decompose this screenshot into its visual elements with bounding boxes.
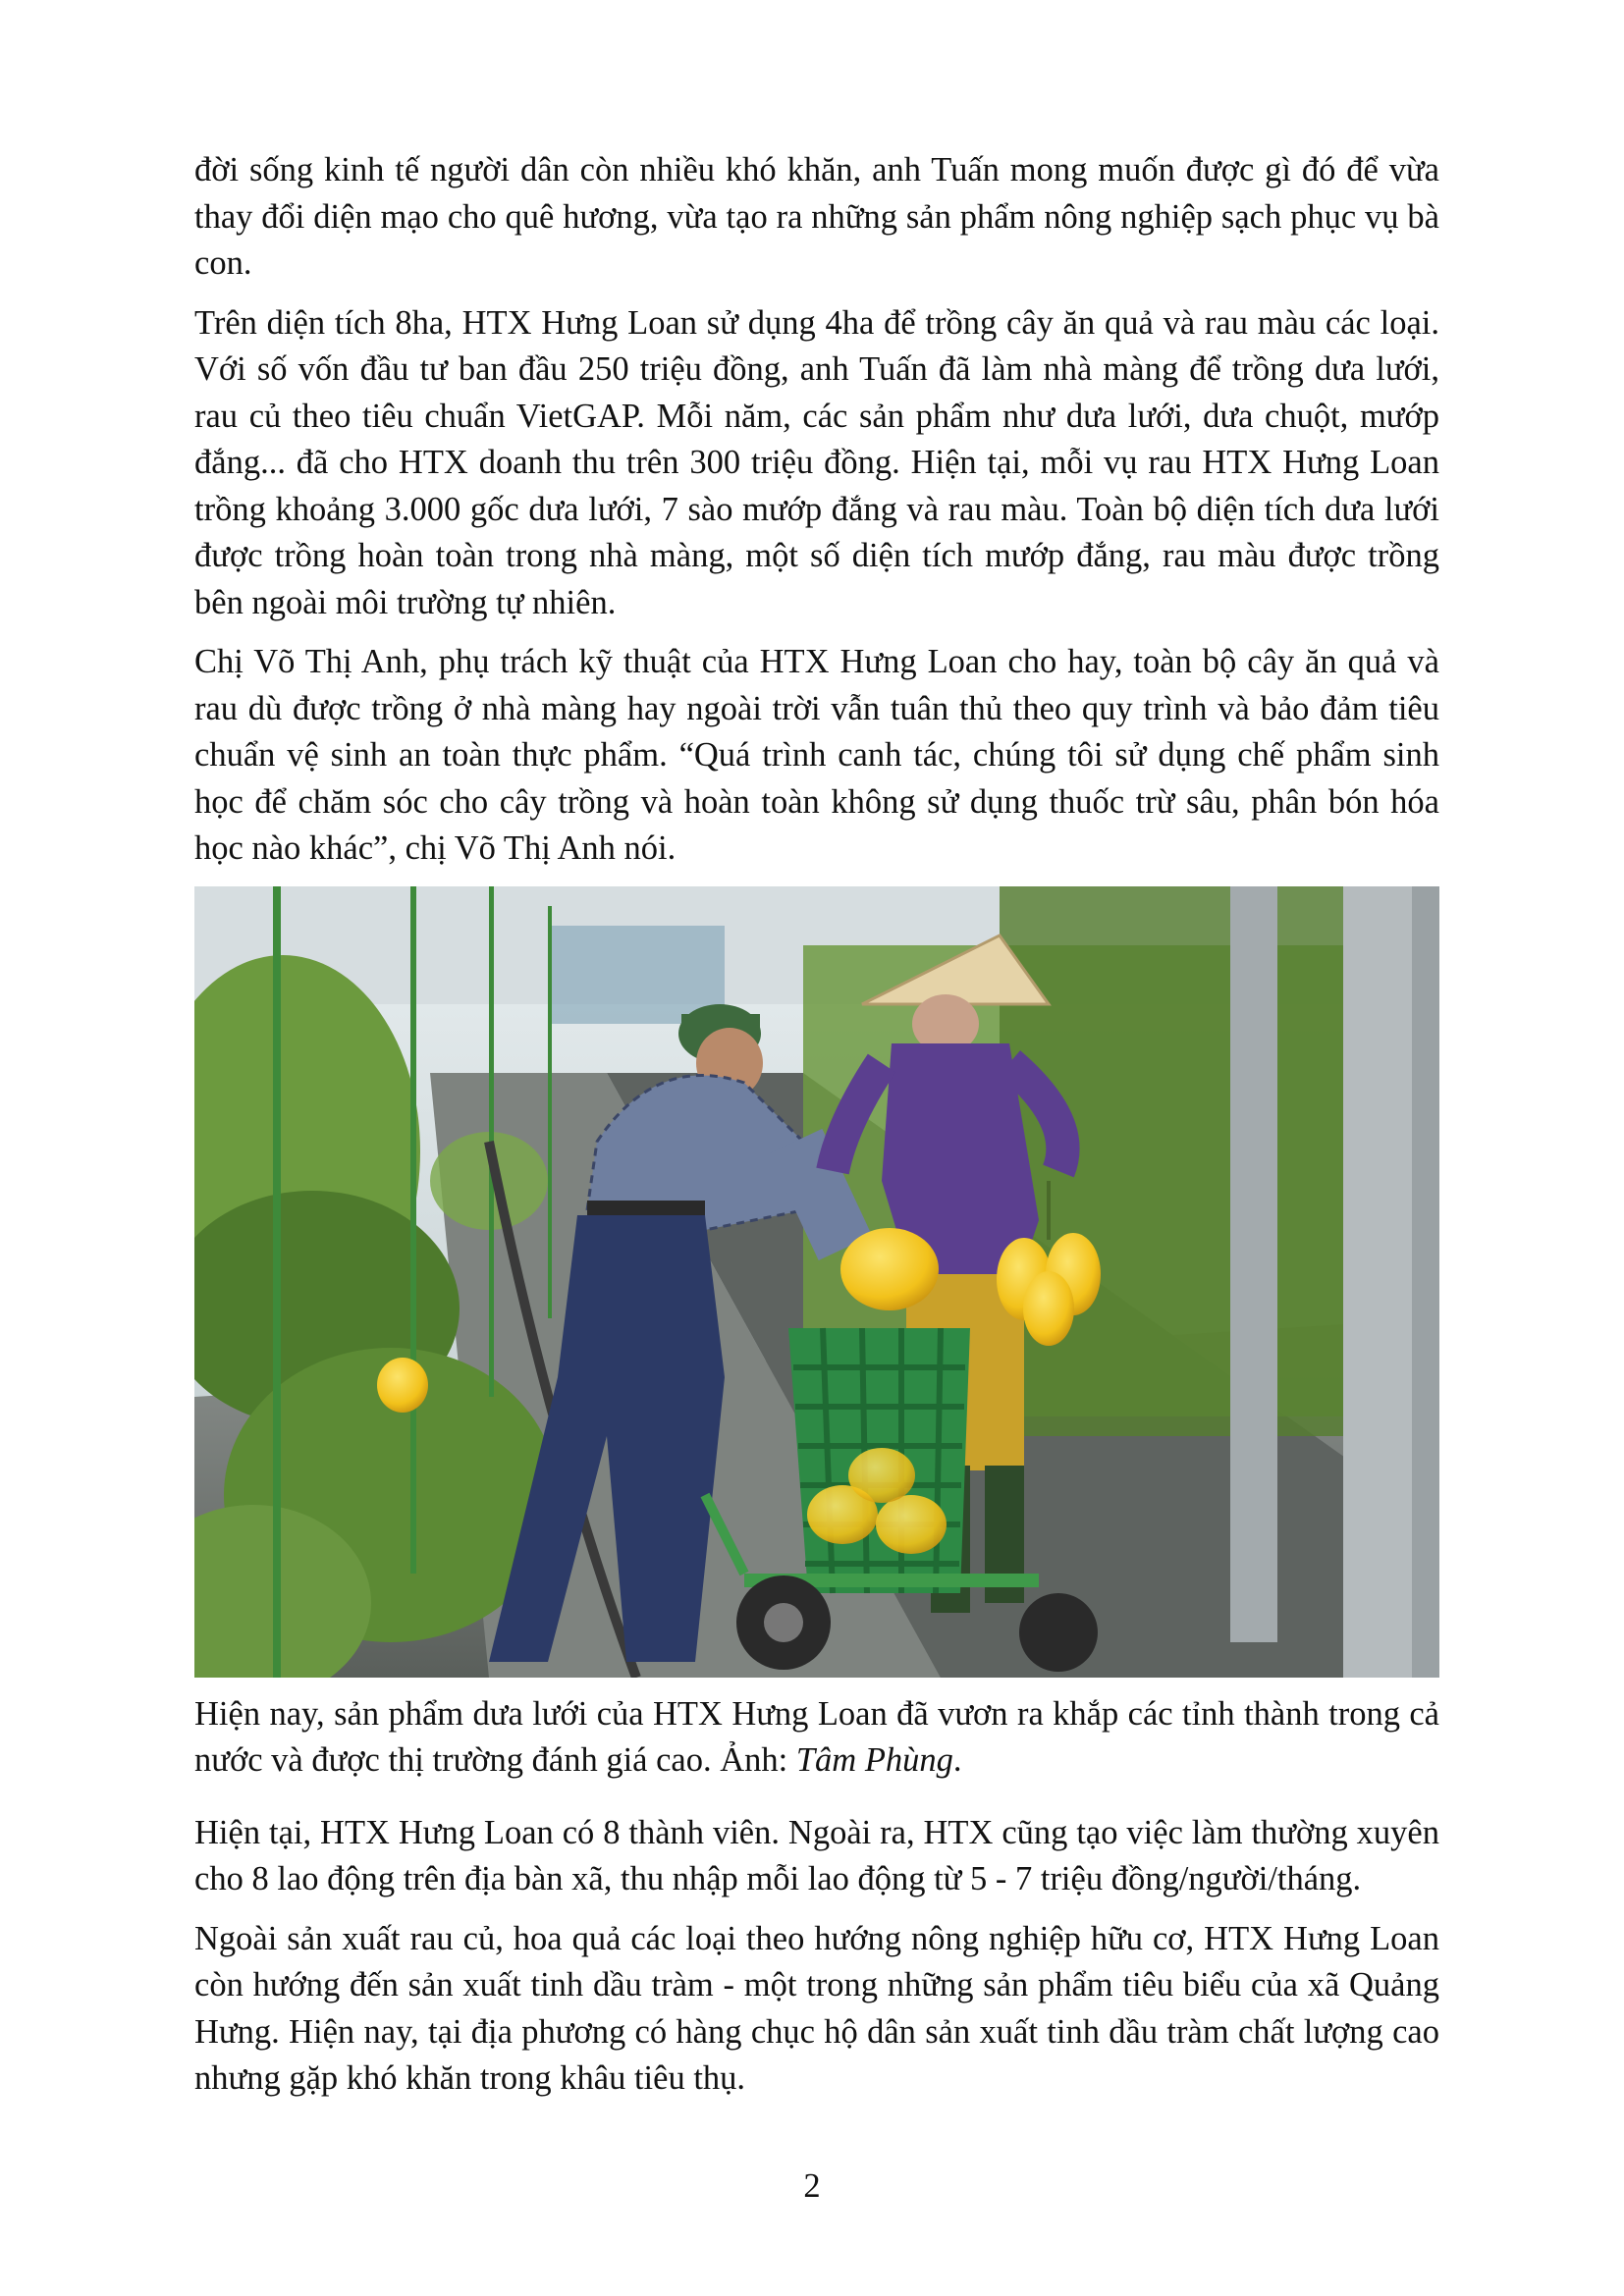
paragraph-5: Ngoài sản xuất rau củ, hoa quả các loại theo hướng nông nghiệp hữu cơ, HTX Hưng Loan còn hướng đến sản xuất tinh dầu tràm - một trong những sản phẩm tiêu biểu của xã Quảng Hưng. Hiện nay, tại địa phương có hàng chục hộ dân sản xuất tinh dầu tràm chất lượng cao nhưng gặp khó khăn trong khâu tiêu thụ. <box>194 1919 1439 2097</box>
paragraph-4: Hiện tại, HTX Hưng Loan có 8 thành viên. Ngoài ra, HTX cũng tạo việc làm thường xuyên cho 8 lao động trên địa bàn xã, thu nhập mỗi lao động từ 5 - 7 triệu đồng/người/tháng. <box>194 1813 1439 1897</box>
caption-end: . <box>952 1741 962 1779</box>
caption-credit: Tâm Phùng <box>795 1741 953 1779</box>
melon-harvest-photo <box>194 886 1439 1678</box>
photo-caption <box>194 1691 1439 1785</box>
paragraph-3: Chị Võ Thị Anh, phụ trách kỹ thuật của HTX Hưng Loan cho hay, toàn bộ cây ăn quả và rau dù được trồng ở nhà màng hay ngoài trời vẫn tuân thủ theo quy trình và bảo đảm tiêu chuẩn vệ sinh an toàn thực phẩm. “Quá trình canh tác, chúng tôi sử dụng chế phẩm sinh học để chăm sóc cho cây trồng và hoàn toàn không sử dụng thuốc trừ sâu, phân bón hóa học nào khác”, chị Võ Thị Anh nói. <box>194 643 1439 867</box>
page-number: 2 <box>803 2167 821 2205</box>
paragraph-1: đời sống kinh tế người dân còn nhiều khó khăn, anh Tuấn mong muốn được gì đó để vừa thay đổi diện mạo cho quê hương, vừa tạo ra những sản phẩm nông nghiệp sạch phục vụ bà con. <box>194 151 1439 282</box>
paragraph-2: Trên diện tích 8ha, HTX Hưng Loan sử dụng 4ha để trồng cây ăn quả và rau màu các loại. Với số vốn đầu tư ban đầu 250 triệu đồng, anh Tuấn đã làm nhà màng để trồng dưa lưới, rau củ theo tiêu chuẩn VietGAP. Mỗi năm, các sản phẩm như dưa lưới, dưa chuột, mướp đắng... đã cho HTX doanh thu trên 300 triệu đồng. Hiện tại, mỗi vụ rau HTX Hưng Loan trồng khoảng 3.000 gốc dưa lưới, 7 sào mướp đắng và rau màu. Toàn bộ diện tích dưa lưới được trồng hoàn toàn trong nhà màng, một số diện tích mướp đắng, rau màu được trồng bên ngoài môi trường tự nhiên. <box>194 303 1439 621</box>
caption-text: Hiện nay, sản phẩm dưa lưới của HTX Hưng Loan đã vươn ra khắp các tỉnh thành trong cả nước và được thị trường đánh giá cao. Ảnh: <box>194 1694 1439 1779</box>
document-page <box>194 147 1439 2103</box>
